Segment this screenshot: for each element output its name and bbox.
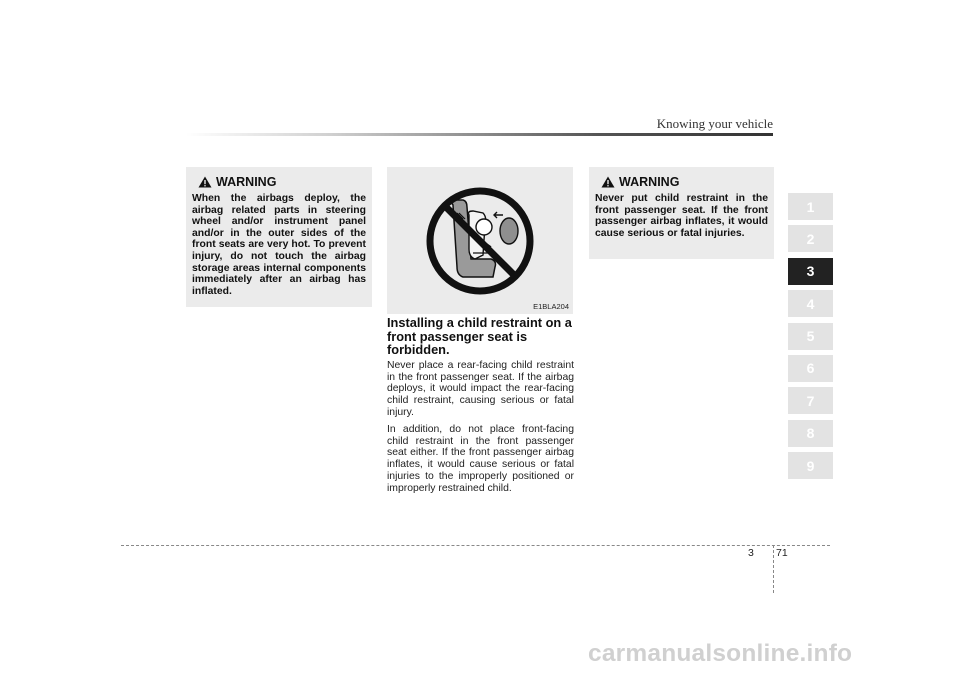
chapter-tab-1[interactable]: 1 [788,193,833,220]
body-paragraph-1: Never place a rear-facing child restraint in the front passenger seat. If the airbag deploys, it would impact the rear-facing child restraint, causing serious or fatal injury. [387,360,574,418]
warning-triangle-icon [601,176,615,188]
warning-heading-left [198,175,366,189]
footer-divider [773,545,774,593]
warning-triangle-icon [198,176,212,188]
warning-heading-right [601,175,768,189]
chapter-tab-5[interactable]: 5 [788,323,833,350]
section-heading: Installing a child restraint on a front passenger seat is forbidden. [387,315,572,357]
page-number: 71 [776,547,788,559]
no-child-seat-icon [387,167,573,314]
chapter-tab-4[interactable]: 4 [788,290,833,317]
figure-no-child-seat [387,167,573,314]
warning-heading-text: WARNING [619,175,680,189]
chapter-tab-2[interactable]: 2 [788,225,833,252]
figure-code: E1BLA204 [533,302,569,311]
warning-heading-text: WARNING [216,175,277,189]
chapter-tab-6[interactable]: 6 [788,355,833,382]
body-paragraph-2: In addition, do not place front-facing child restraint in the front passenger seat either. If the front passenger airbag inflates, it would cause serious or fatal injuries to the improperly positioned or improperly restrained child. [387,424,574,494]
watermark: carmanualsonline.info [588,640,853,667]
chapter-tab-7[interactable]: 7 [788,387,833,414]
chapter-tab-3[interactable]: 3 [788,258,833,285]
section-header-title: Knowing your vehicle [656,116,773,131]
warning-text-left: When the airbags deploy, the airbag related parts in steering wheel and/or instrument panel and/or in the outer sides of the front seats are very hot. To prevent injury, do not touch the airbag storage areas internal components immediately after an airbag has inflated. [192,193,366,297]
chapter-tabs [788,193,833,485]
page-chapter-number: 3 [748,547,754,559]
warning-box-right [589,167,774,259]
warning-box-left [186,167,372,307]
footer-rule [121,545,830,546]
chapter-tab-9[interactable]: 9 [788,452,833,479]
warning-text-right: Never put child restraint in the front passenger seat. If the front passenger airbag inflates, it would cause serious or fatal injuries. [595,193,768,239]
header-rule [186,133,773,136]
chapter-tab-8[interactable]: 8 [788,420,833,447]
